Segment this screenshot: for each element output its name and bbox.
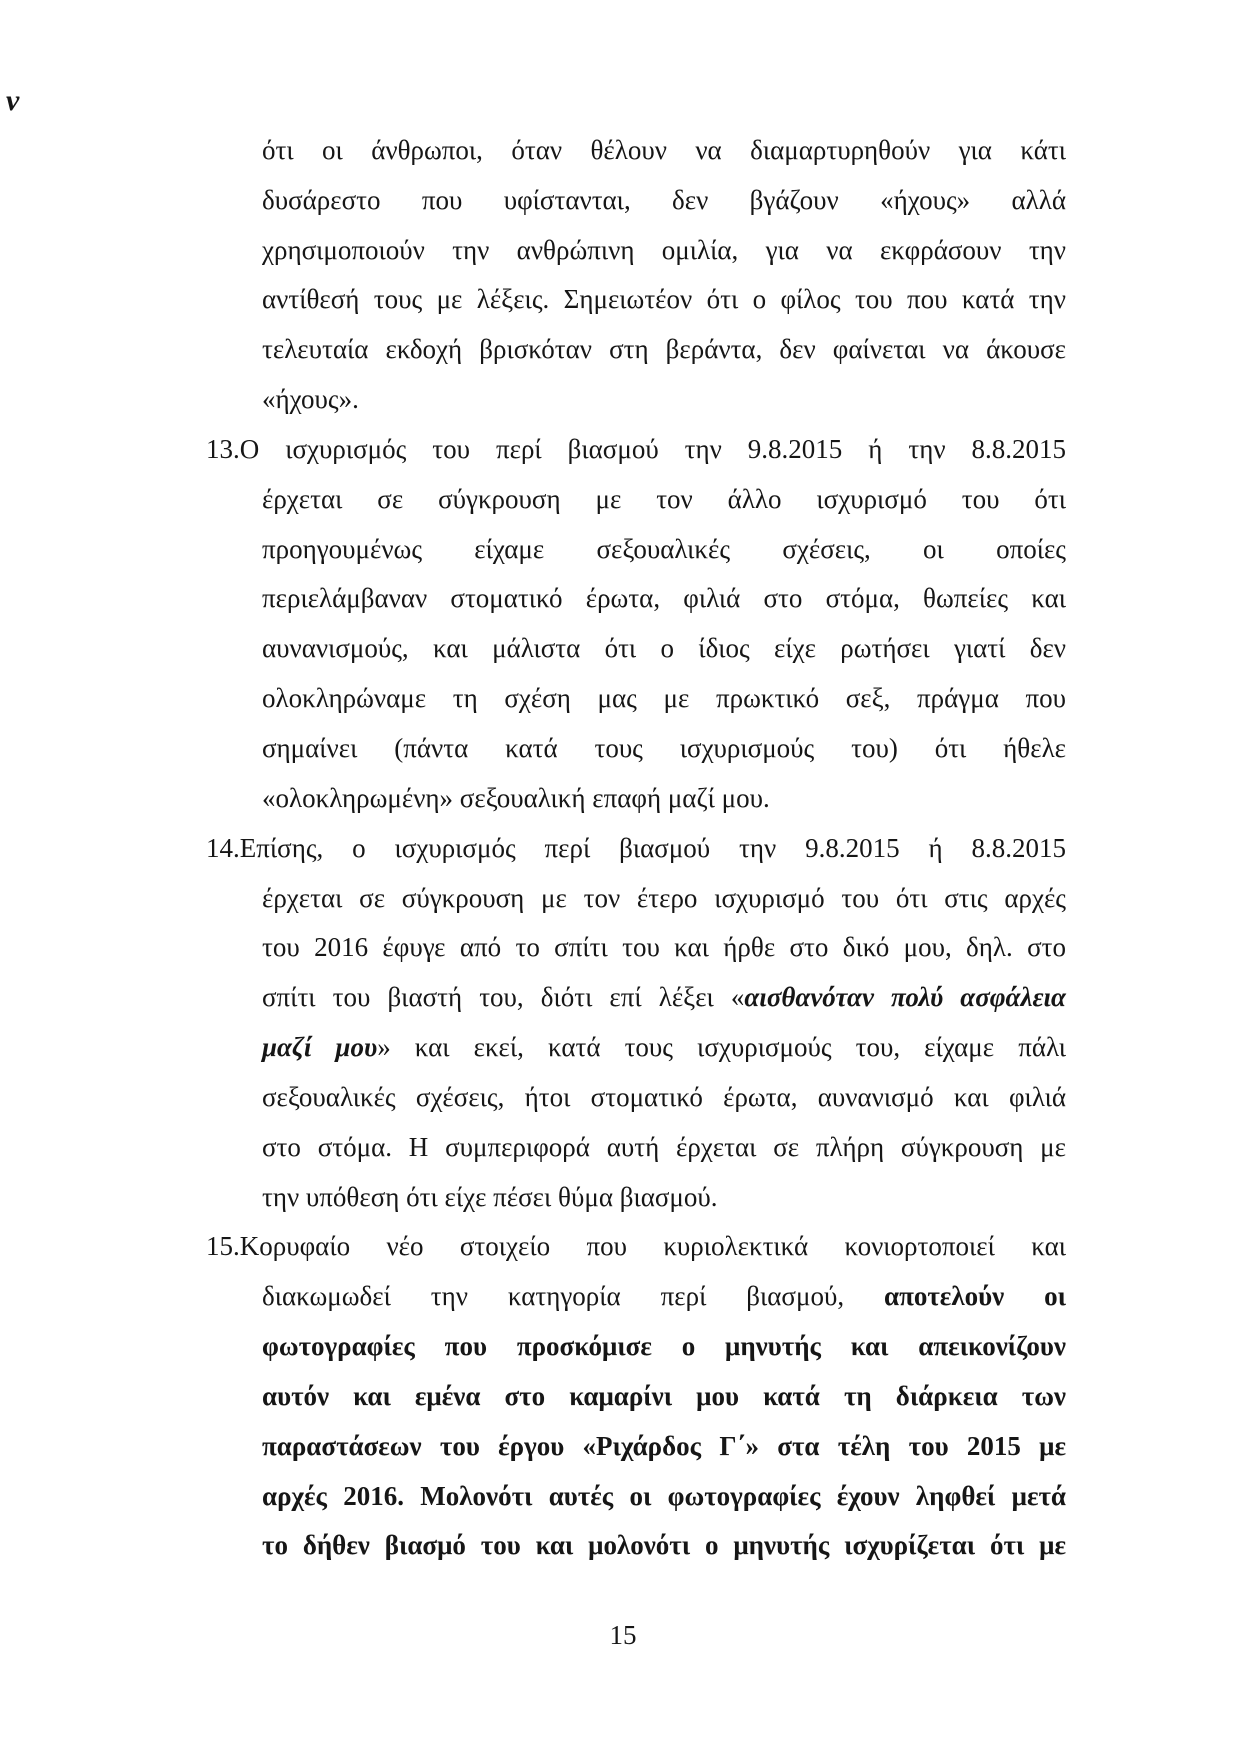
text-line: δυσάρεστο που υφίστανται, δεν βγάζουν «ήχους» αλλά bbox=[262, 185, 1066, 215]
text-line bbox=[262, 1029, 1066, 1065]
text-line: σημαίνει (πάντα κατά τους ισχυρισμούς του) ότι ήθελε bbox=[262, 733, 1066, 763]
text-line: «ήχους». bbox=[262, 384, 359, 414]
text-line: περιελάμβαναν στοματικό έρωτα, φιλιά στο στόμα, θωπείες και bbox=[262, 583, 1066, 613]
numbered-paragraph-start: 15.Κορυφαίο νέο στοιχείο που κυριολεκτικά κονιορτοποιεί και bbox=[206, 1231, 1066, 1261]
text-line: έρχεται σε σύγκρουση με τον άλλο ισχυρισμό του ότι bbox=[262, 484, 1066, 514]
text-line: έρχεται σε σύγκρουση με τον έτερο ισχυρισμό του ότι στις αρχές bbox=[262, 883, 1066, 913]
numbered-paragraph-start: 13.Ο ισχυρισμός του περί βιασμού την 9.8.2015 ή την 8.8.2015 bbox=[206, 434, 1066, 464]
text-segment: » και εκεί, κατά τους ισχυρισμούς του, είχαμε πάλι bbox=[377, 1032, 1067, 1062]
bold-text-line: αυτόν και εμένα στο καμαρίνι μου κατά τη διάρκεια των bbox=[262, 1381, 1066, 1411]
text-segment: διακωμωδεί την κατηγορία περί βιασμού, bbox=[262, 1281, 884, 1311]
text-line: την υπόθεση ότι είχε πέσει θύμα βιασμού. bbox=[262, 1182, 718, 1212]
page-number: 15 bbox=[609, 1620, 637, 1650]
text-line: ολοκληρώναμε τη σχέση μας με πρωκτικό σεξ, πράγμα που bbox=[262, 683, 1066, 713]
text-line: ότι οι άνθρωποι, όταν θέλουν να διαμαρτυρηθούν για κάτι bbox=[262, 135, 1066, 165]
corner-mark: ν bbox=[6, 84, 20, 117]
bold-text-line: αρχές 2016. Μολονότι αυτές οι φωτογραφίες έχουν ληφθεί μετά bbox=[262, 1481, 1066, 1511]
bold-text-line: φωτογραφίες που προσκόμισε ο μηνυτής και απεικονίζουν bbox=[262, 1331, 1066, 1361]
text-line: στο στόμα. Η συμπεριφορά αυτή έρχεται σε πλήρη σύγκρουση με bbox=[262, 1132, 1066, 1162]
text-line: του 2016 έφυγε από το σπίτι του και ήρθε στο δικό μου, δηλ. στο bbox=[262, 932, 1066, 962]
quoted-emphasis: αισθανόταν πολύ ασφάλεια bbox=[744, 982, 1066, 1012]
text-line: αντίθεσή τους με λέξεις. Σημειωτέον ότι ο φίλος του που κατά την bbox=[262, 284, 1066, 314]
text-line bbox=[262, 1278, 1066, 1314]
text-line: «ολοκληρωμένη» σεξουαλική επαφή μαζί μου. bbox=[262, 783, 770, 813]
text-line: χρησιμοποιούν την ανθρώπινη ομιλία, για να εκφράσουν την bbox=[262, 235, 1066, 265]
quoted-emphasis: μαζί μου bbox=[262, 1032, 378, 1062]
bold-text: αποτελούν οι bbox=[884, 1281, 1066, 1311]
text-line: τελευταία εκδοχή βρισκόταν στη βεράντα, δεν φαίνεται να άκουσε bbox=[262, 334, 1066, 364]
bold-text-line: το δήθεν βιασμό του και μολονότι ο μηνυτής ισχυρίζεται ότι με bbox=[262, 1530, 1066, 1560]
bold-text-line: παραστάσεων του έργου «Ριχάρδος Γ΄» στα τέλη του 2015 με bbox=[262, 1431, 1066, 1461]
text-line: αυνανισμούς, και μάλιστα ότι ο ίδιος είχε ρωτήσει γιατί δεν bbox=[262, 633, 1066, 663]
text-line: προηγουμένως είχαμε σεξουαλικές σχέσεις, οι οποίες bbox=[262, 534, 1066, 564]
text-segment: σπίτι του βιαστή του, διότι επί λέξει « bbox=[262, 982, 745, 1012]
text-line: σεξουαλικές σχέσεις, ήτοι στοματικό έρωτα, αυνανισμό και φιλιά bbox=[262, 1082, 1066, 1112]
text-line bbox=[262, 979, 1066, 1015]
numbered-paragraph-start: 14.Επίσης, ο ισχυρισμός περί βιασμού την 9.8.2015 ή 8.8.2015 bbox=[206, 833, 1066, 863]
